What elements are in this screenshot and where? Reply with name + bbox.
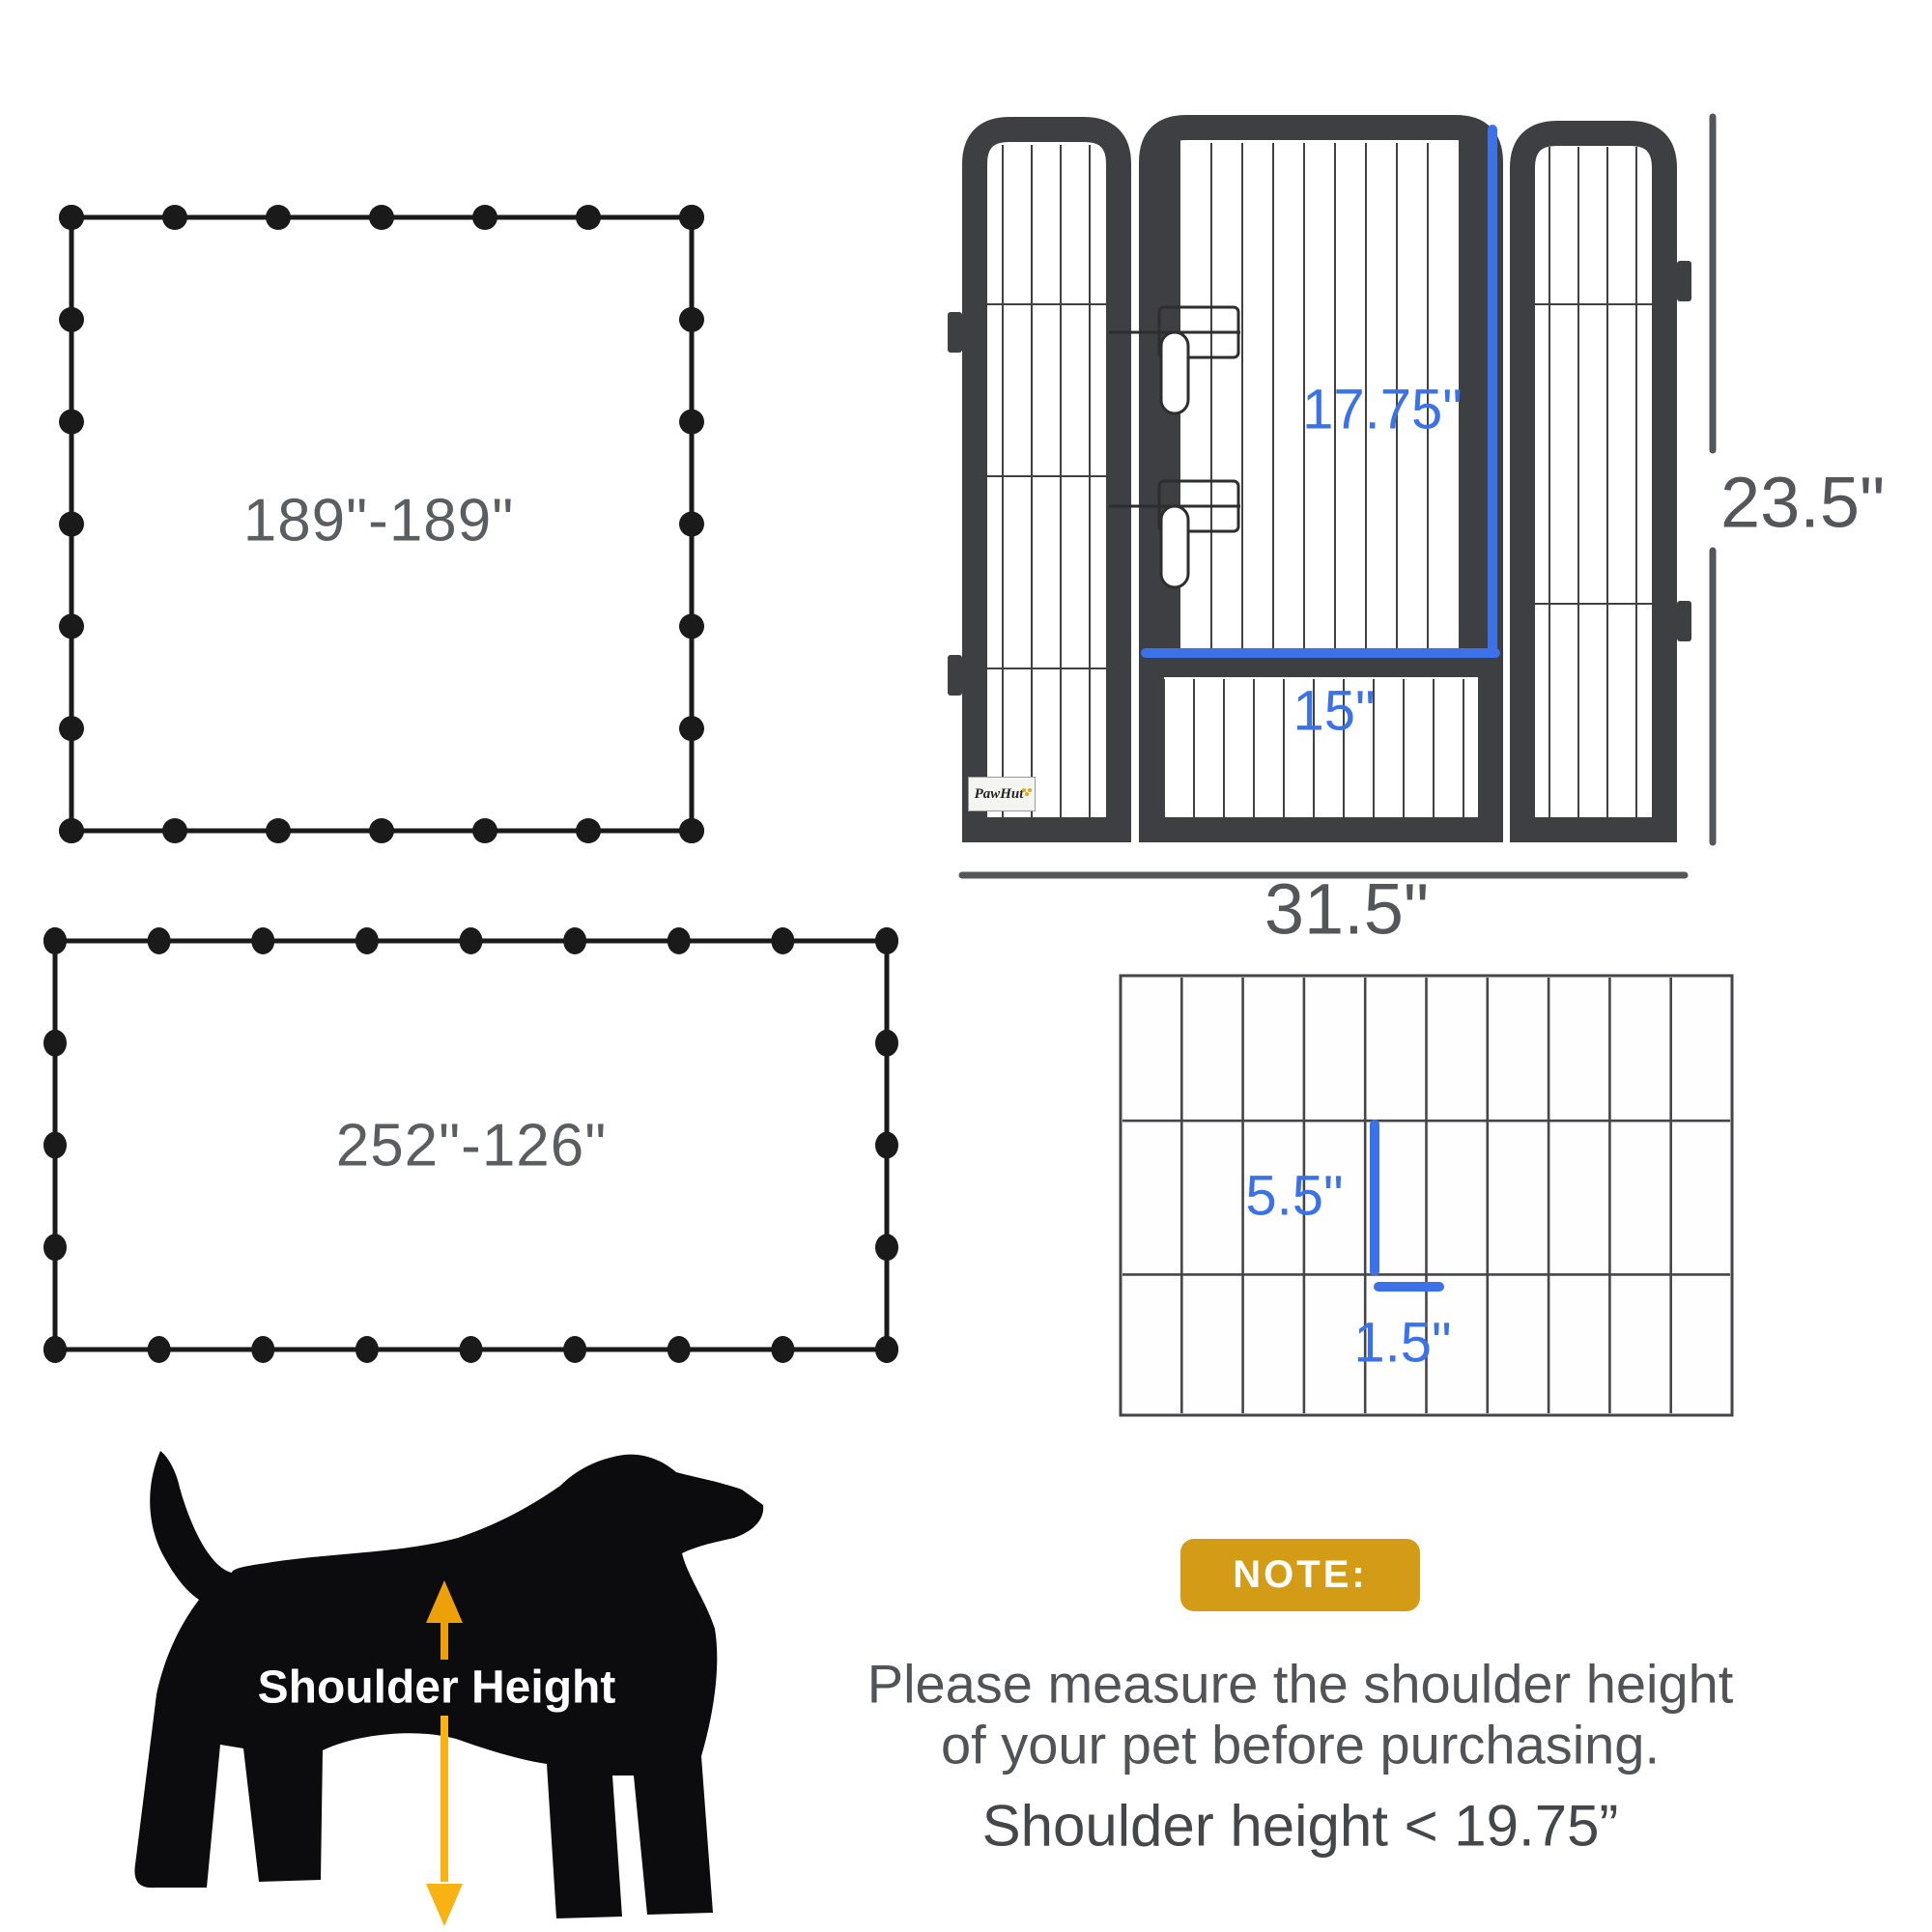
left-hinge-tab-upper: [948, 312, 962, 353]
mesh-height-label: 5.5": [1245, 1164, 1344, 1228]
door-right-post: [1459, 140, 1484, 677]
panel-product-illustration: [948, 117, 1713, 875]
panel-width-label: 31.5": [1264, 868, 1430, 950]
door-width-label: 15": [1293, 679, 1376, 743]
square-pen-size-label: 189"-189": [242, 487, 515, 554]
paw-icon: [1025, 792, 1029, 796]
brand-logo: [968, 777, 1036, 811]
door-bottom-bar: [1155, 658, 1484, 677]
brand-name: PawHut: [974, 785, 1024, 802]
rect-pen-size-label: 252"-126": [335, 1112, 608, 1179]
note-badge: [1180, 1539, 1420, 1611]
note-line-1: Please measure the shoulder height: [867, 1653, 1734, 1715]
panel-height-label: 23.5": [1720, 462, 1886, 543]
shoulder-height-label: Shoulder Height: [257, 1662, 616, 1714]
door-height-label: 17.75": [1302, 378, 1463, 441]
note-badge-text: NOTE:: [1233, 1553, 1368, 1596]
left-hinge-tab-lower: [948, 655, 962, 696]
mesh-width-label: 1.5": [1353, 1311, 1452, 1375]
note-line-2: of your pet before purchasing.: [940, 1714, 1661, 1776]
right-hinge-tab-lower: [1677, 601, 1691, 641]
note-line-3: Shoulder height < 19.75”: [981, 1793, 1619, 1859]
left-panel-frame: [975, 129, 1119, 830]
shoulder-height-arrow-down: [426, 1716, 463, 1926]
right-hinge-tab-upper: [1677, 261, 1691, 301]
right-panel-frame: [1522, 133, 1664, 830]
